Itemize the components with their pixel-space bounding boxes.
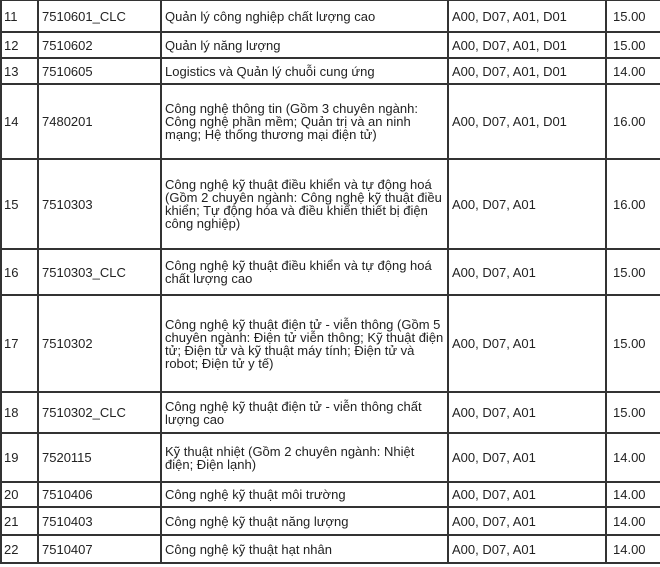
benchmark-score: 15.00 <box>606 392 660 433</box>
subject-combinations: A00, D07, A01 <box>448 249 606 295</box>
table-row <box>1 433 660 482</box>
benchmark-score: 15.00 <box>606 32 660 58</box>
benchmark-score: 15.00 <box>606 0 660 32</box>
major-name: Công nghệ kỹ thuật điện tử - viễn thông chất lượng cao <box>161 392 448 433</box>
benchmark-score: 14.00 <box>606 507 660 535</box>
row-number: 21 <box>1 507 38 535</box>
major-name: Quản lý công nghiệp chất lượng cao <box>161 0 448 32</box>
row-number: 19 <box>1 433 38 482</box>
benchmark-score: 14.00 <box>606 433 660 482</box>
benchmark-score: 14.00 <box>606 482 660 507</box>
major-code: 7510407 <box>38 535 161 563</box>
major-code: 7510303_CLC <box>38 249 161 295</box>
table-row <box>1 159 660 249</box>
major-code: 7510302 <box>38 295 161 392</box>
row-number: 22 <box>1 535 38 563</box>
major-code: 7510403 <box>38 507 161 535</box>
major-code: 7520115 <box>38 433 161 482</box>
table-row <box>1 482 660 507</box>
row-number: 18 <box>1 392 38 433</box>
major-code: 7510406 <box>38 482 161 507</box>
major-name: Công nghệ kỹ thuật điều khiển và tự động hoá (Gồm 2 chuyên ngành: Công nghệ kỹ thuật điều khiển; Tự động hóa và điều khiển thiết bị điện công nghiệp) <box>161 159 448 249</box>
table-row <box>1 295 660 392</box>
subject-combinations: A00, D07, A01 <box>448 159 606 249</box>
table-row <box>1 32 660 58</box>
row-number: 17 <box>1 295 38 392</box>
subject-combinations: A00, D07, A01 <box>448 482 606 507</box>
subject-combinations: A00, D07, A01, D01 <box>448 58 606 84</box>
subject-combinations: A00, D07, A01 <box>448 433 606 482</box>
table-row <box>1 392 660 433</box>
major-code: 7510605 <box>38 58 161 84</box>
table-row <box>1 84 660 159</box>
major-name: Quản lý năng lượng <box>161 32 448 58</box>
row-number: 14 <box>1 84 38 159</box>
table-row <box>1 0 660 32</box>
row-number: 15 <box>1 159 38 249</box>
row-number: 16 <box>1 249 38 295</box>
benchmark-score: 16.00 <box>606 84 660 159</box>
major-code: 7510601_CLC <box>38 0 161 32</box>
benchmark-score: 15.00 <box>606 249 660 295</box>
subject-combinations: A00, D07, A01, D01 <box>448 84 606 159</box>
major-code: 7480201 <box>38 84 161 159</box>
major-code: 7510602 <box>38 32 161 58</box>
subject-combinations: A00, D07, A01, D01 <box>448 32 606 58</box>
benchmark-score: 15.00 <box>606 295 660 392</box>
major-code: 7510302_CLC <box>38 392 161 433</box>
row-number: 11 <box>1 0 38 32</box>
table-row <box>1 535 660 563</box>
major-name: Công nghệ kỹ thuật năng lượng <box>161 507 448 535</box>
row-number: 20 <box>1 482 38 507</box>
major-name: Công nghệ kỹ thuật môi trường <box>161 482 448 507</box>
benchmark-score: 16.00 <box>606 159 660 249</box>
major-name: Công nghệ kỹ thuật điều khiển và tự động hoá chất lượng cao <box>161 249 448 295</box>
row-number: 13 <box>1 58 38 84</box>
major-name: Logistics và Quản lý chuỗi cung ứng <box>161 58 448 84</box>
row-number: 12 <box>1 32 38 58</box>
table-row <box>1 507 660 535</box>
subject-combinations: A00, D07, A01 <box>448 295 606 392</box>
subject-combinations: A00, D07, A01 <box>448 392 606 433</box>
major-name: Công nghệ kỹ thuật hạt nhân <box>161 535 448 563</box>
subject-combinations: A00, D07, A01, D01 <box>448 0 606 32</box>
major-name: Kỹ thuật nhiệt (Gồm 2 chuyên ngành: Nhiệt điện; Điện lạnh) <box>161 433 448 482</box>
major-code: 7510303 <box>38 159 161 249</box>
benchmark-score: 14.00 <box>606 58 660 84</box>
benchmark-score: 14.00 <box>606 535 660 563</box>
subject-combinations: A00, D07, A01 <box>448 535 606 563</box>
table-row <box>1 58 660 84</box>
table-row <box>1 249 660 295</box>
major-name: Công nghệ kỹ thuật điện tử - viễn thông (Gồm 5 chuyên ngành: Điện tử viễn thông; Kỹ thuật điện tử; Điện tử và kỹ thuật máy tính; Điện tử và robot; Điện tử y tế) <box>161 295 448 392</box>
subject-combinations: A00, D07, A01 <box>448 507 606 535</box>
major-name: Công nghệ thông tin (Gồm 3 chuyên ngành: Công nghệ phần mềm; Quản trị và an ninh mạng; Hệ thống thương mại điện tử) <box>161 84 448 159</box>
